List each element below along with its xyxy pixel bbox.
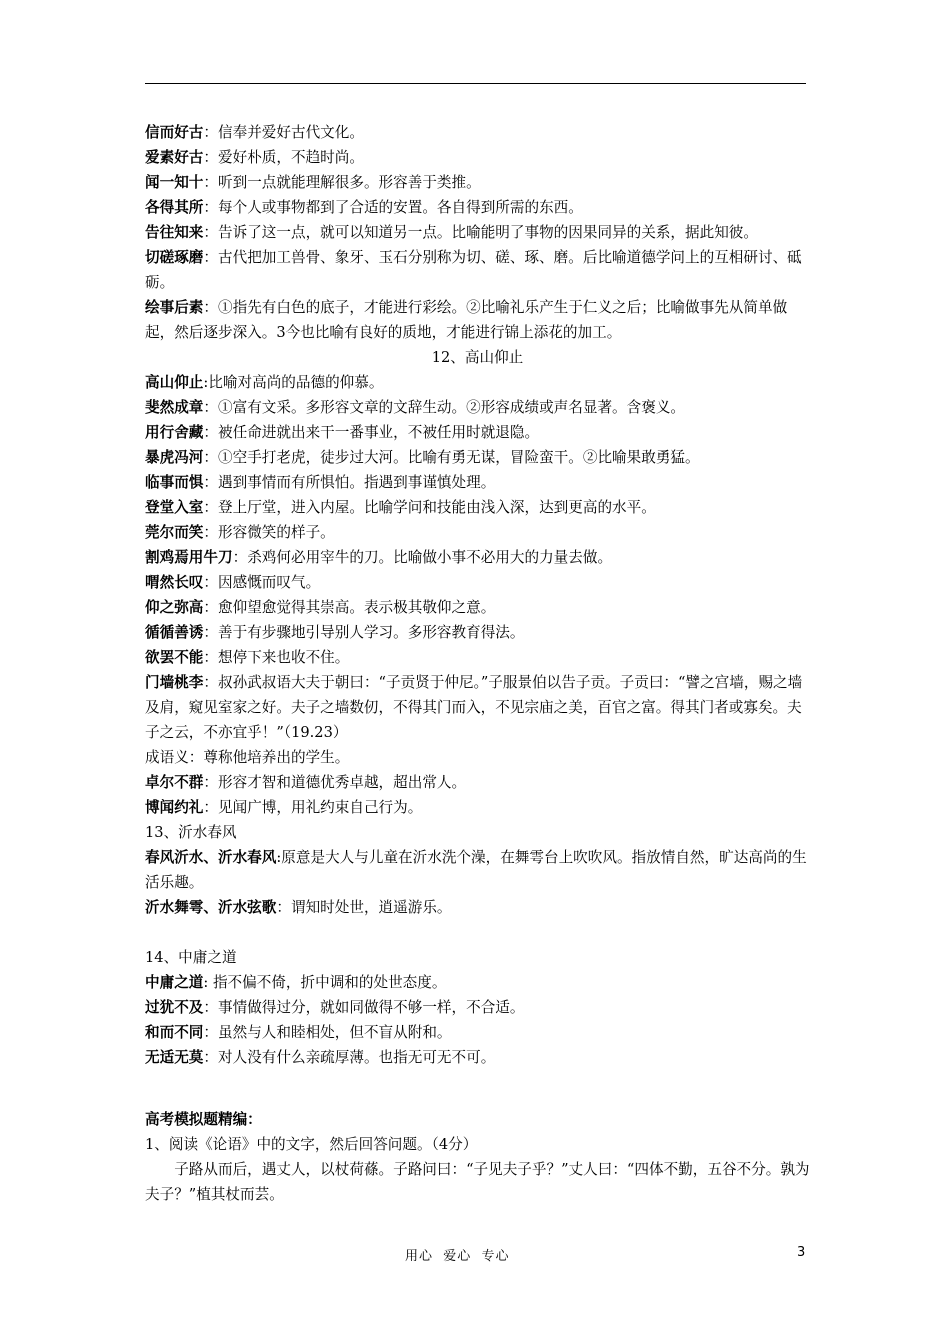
idiom-definition: 叔孙武叔语大夫于朝曰：“子贡贤于仲尼。”子服景伯以告子贡。子贡曰：“譬之宫墙，赐之墙及肩，窥见室家之好。夫子之墙数仞，不得其门而入，不见宗庙之美，百官之富。得其门者或寡矣。夫子之云，不亦宜乎！”（19.23） — [145, 674, 803, 741]
idiom-entry — [145, 1020, 810, 1045]
page-number: 3 — [797, 1245, 806, 1260]
idiom-term: 暴虎冯河 — [145, 449, 204, 466]
idiom-separator: ： — [203, 399, 218, 416]
exam-heading: 高考模拟题精编： — [145, 1111, 262, 1128]
idiom-definition: 遇到事情而有所惧怕。指遇到事谨慎处理。 — [218, 474, 496, 491]
idiom-term: 无适无莫 — [145, 1049, 204, 1066]
idiom-entry — [145, 220, 810, 245]
idiom-term: 仰之弥高 — [145, 599, 204, 616]
idiom-entry — [145, 845, 810, 895]
idiom-separator: ： — [203, 499, 218, 516]
idiom-separator: ： — [203, 524, 218, 541]
idiom-entry — [145, 145, 810, 170]
idiom-entry — [145, 995, 810, 1020]
section-heading-13: 13、沂水春风 — [145, 824, 237, 841]
idiom-separator: ： — [203, 649, 218, 666]
idiom-separator: ： — [203, 449, 218, 466]
idiom-definition: 听到一点就能理解很多。形容善于类推。 — [218, 174, 481, 191]
idiom-list-14 — [145, 970, 810, 1070]
idiom-definition: ①指先有白色的底子，才能进行彩绘。②比喻礼乐产生于仁义之后；比喻做事先从简单做起，然后逐步深入。3今也比喻有良好的质地，才能进行锦上添花的加工。 — [145, 299, 788, 341]
idiom-entry — [145, 645, 810, 670]
idiom-definition: 因感慨而叹气。 — [218, 574, 321, 591]
idiom-entry — [145, 770, 810, 795]
idiom-entry — [145, 245, 810, 295]
idiom-separator: ： — [203, 999, 218, 1016]
idiom-separator: : — [203, 974, 213, 991]
idiom-entry — [145, 470, 810, 495]
idiom-separator: ： — [203, 224, 218, 241]
idiom-separator: ： — [203, 174, 218, 191]
idiom-term: 莞尔而笑 — [145, 524, 204, 541]
idiom-entry — [145, 595, 810, 620]
idiom-definition: 愈仰望愈觉得其崇高。表示极其敬仰之意。 — [218, 599, 496, 616]
idiom-entry — [145, 495, 810, 520]
spacer — [145, 1070, 810, 1107]
idiom-definition: 杀鸡何必用宰牛的刀。比喻做小事不必用大的力量去做。 — [247, 549, 613, 566]
idiom-separator: ： — [203, 799, 218, 816]
idiom-definition: 对人没有什么亲疏厚薄。也指无可无不可。 — [218, 1049, 496, 1066]
idiom-definition: 事情做得过分，就如同做得不够一样，不合适。 — [218, 999, 525, 1016]
idiom-term: 用行舍藏 — [145, 424, 204, 441]
idiom-definition: 古代把加工兽骨、象牙、玉石分别称为切、磋、琢、磨。后比喻道德学问上的互相研讨、砥砺。 — [145, 249, 802, 291]
idiom-separator: ： — [203, 124, 218, 141]
idiom-entry — [145, 195, 810, 220]
idiom-term: 登堂入室 — [145, 499, 204, 516]
idiom-entry — [145, 445, 810, 470]
idiom-term: 沂水舞雩、沂水弦歌 — [145, 899, 277, 916]
idiom-term: 斐然成章 — [145, 399, 204, 416]
idiom-separator: ： — [203, 1049, 218, 1066]
idiom-list-12 — [145, 370, 810, 745]
footer-motto: 用心 爱心 专心 — [405, 1249, 510, 1264]
idiom-definition: 被任命进就出来干一番事业，不被任用时就退隐。 — [218, 424, 540, 441]
idiom-term: 喟然长叹 — [145, 574, 204, 591]
exam-question-1: 1、阅读《论语》中的文字，然后回答问题。（4分） — [145, 1136, 478, 1153]
idiom-separator: ： — [203, 624, 218, 641]
idiom-meaning-note: 成语义：尊称他培养出的学生。 — [145, 749, 350, 766]
idiom-definition: 谓知时处世，逍遥游乐。 — [290, 899, 452, 916]
idiom-term: 门墙桃李 — [145, 674, 204, 691]
idiom-list-11 — [145, 120, 810, 345]
idiom-separator: ： — [203, 249, 218, 266]
idiom-separator: ： — [276, 899, 291, 916]
idiom-entry — [145, 670, 810, 745]
idiom-term: 闻一知十 — [145, 174, 204, 191]
idiom-entry — [145, 395, 810, 420]
idiom-definition: ①富有文采。多形容文章的文辞生动。②形容成绩或声名显著。含褒义。 — [218, 399, 686, 416]
idiom-entry — [145, 120, 810, 145]
idiom-term: 循循善诱 — [145, 624, 204, 641]
idiom-definition: 善于有步骤地引导别人学习。多形容教育得法。 — [218, 624, 525, 641]
section-heading-12: 12、高山仰止 — [431, 349, 524, 366]
idiom-list-13 — [145, 845, 810, 920]
idiom-separator: ： — [203, 774, 218, 791]
idiom-definition: 爱好朴质，不趋时尚。 — [218, 149, 364, 166]
idiom-term: 中庸之道 — [145, 974, 204, 991]
idiom-definition: 指不偏不倚，折中调和的处世态度。 — [212, 974, 447, 991]
idiom-separator: ： — [203, 424, 218, 441]
idiom-definition: 告诉了这一点，就可以知道另一点。比喻能明了事物的因果同异的关系，据此知彼。 — [218, 224, 758, 241]
idiom-entry — [145, 970, 810, 995]
idiom-entry — [145, 620, 810, 645]
idiom-separator: : — [276, 849, 282, 866]
idiom-definition: 虽然与人和睦相处，但不盲从附和。 — [218, 1024, 452, 1041]
idiom-term: 和而不同 — [145, 1024, 204, 1041]
idiom-separator: ： — [203, 199, 218, 216]
idiom-definition: 登上厅堂，进入内屋。比喻学问和技能由浅入深，达到更高的水平。 — [218, 499, 656, 516]
idiom-term: 告往知来 — [145, 224, 204, 241]
idiom-definition: ①空手打老虎，徒步过大河。比喻有勇无谋，冒险蛮干。②比喻果敢勇猛。 — [218, 449, 700, 466]
idiom-separator: ： — [203, 149, 218, 166]
idiom-term: 过犹不及 — [145, 999, 204, 1016]
idiom-term: 割鸡焉用牛刀 — [145, 549, 233, 566]
idiom-term: 切磋琢磨 — [145, 249, 204, 266]
section-heading-14: 14、中庸之道 — [145, 949, 237, 966]
idiom-definition: 原意是大人与儿童在沂水洗个澡，在舞雩台上吹吹风。指放情自然，旷达高尚的生活乐趣。 — [145, 849, 807, 891]
document-body — [145, 120, 810, 1207]
idiom-term: 春风沂水、沂水春风 — [145, 849, 277, 866]
idiom-term: 爱素好古 — [145, 149, 204, 166]
idiom-entry — [145, 295, 810, 345]
idiom-definition: 每个人或事物都到了合适的安置。各自得到所需的东西。 — [218, 199, 583, 216]
idiom-term: 临事而惧 — [145, 474, 204, 491]
idiom-entry — [145, 1045, 810, 1070]
idiom-entry — [145, 795, 810, 820]
idiom-term: 欲罢不能 — [145, 649, 204, 666]
idiom-definition: 形容微笑的样子。 — [218, 524, 335, 541]
idiom-separator: ： — [203, 674, 218, 691]
idiom-separator: ： — [203, 574, 218, 591]
idiom-definition: 信奉并爱好古代文化。 — [218, 124, 364, 141]
idiom-term: 博闻约礼 — [145, 799, 204, 816]
idiom-entry — [145, 895, 810, 920]
idiom-definition: 比喻对高尚的品德的仰慕。 — [208, 374, 384, 391]
idiom-term: 高山仰止 — [145, 374, 204, 391]
idiom-definition: 形容才智和道德优秀卓越，超出常人。 — [218, 774, 467, 791]
idiom-list-12-cont — [145, 770, 810, 820]
idiom-term: 各得其所 — [145, 199, 204, 216]
spacer — [145, 920, 810, 945]
idiom-entry — [145, 370, 810, 395]
header-rule — [145, 83, 806, 84]
idiom-entry — [145, 545, 810, 570]
idiom-term: 卓尔不群 — [145, 774, 204, 791]
idiom-definition: 见闻广博，用礼约束自己行为。 — [218, 799, 423, 816]
idiom-entry — [145, 170, 810, 195]
idiom-separator: ： — [203, 1024, 218, 1041]
idiom-entry — [145, 570, 810, 595]
idiom-separator: : — [203, 374, 209, 391]
idiom-separator: ： — [232, 549, 248, 566]
idiom-separator: ： — [203, 474, 218, 491]
idiom-term: 信而好古 — [145, 124, 204, 141]
idiom-separator: ： — [203, 299, 218, 316]
exam-passage: 子路从而后，遇丈人，以杖荷蓧。子路问曰：“子见夫子乎？”丈人曰：“四体不勤，五谷不分。孰为夫子？”植其杖而芸。 — [145, 1161, 810, 1203]
idiom-separator: ： — [203, 599, 218, 616]
idiom-definition: 想停下来也收不住。 — [218, 649, 350, 666]
idiom-entry — [145, 420, 810, 445]
idiom-term: 绘事后素 — [145, 299, 204, 316]
idiom-entry — [145, 520, 810, 545]
